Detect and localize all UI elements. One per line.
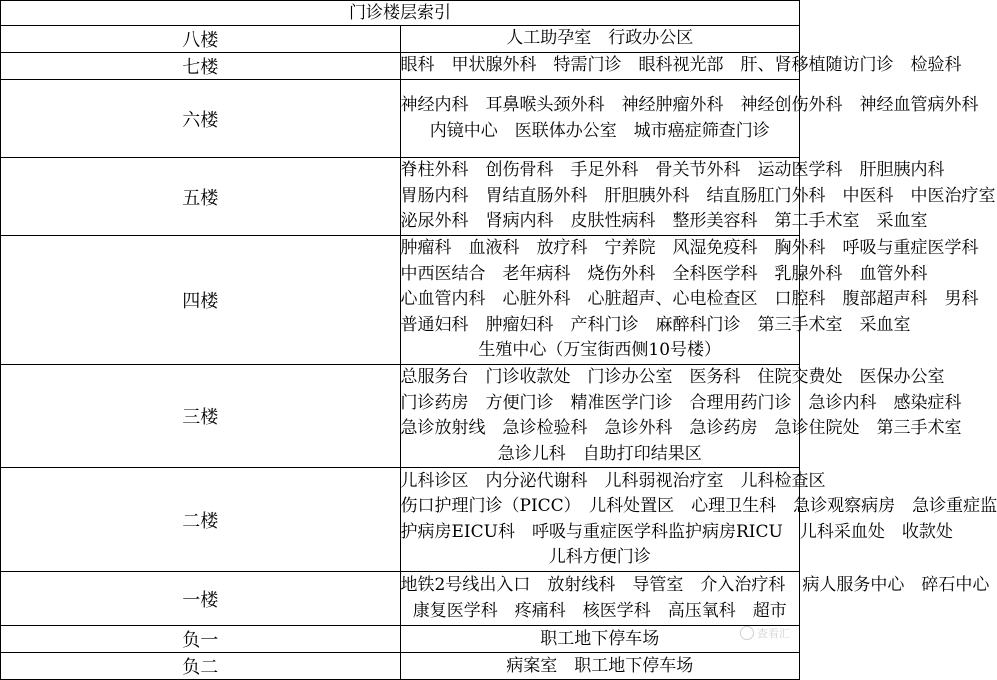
department-name: 护病房EICU科 — [400, 521, 515, 542]
department-name: 总服务台 — [400, 366, 469, 387]
department-name: 高压氧科 — [667, 600, 736, 621]
department-line — [400, 573, 990, 599]
floor-label: 四楼 — [1, 236, 401, 365]
department-name: 眼科 — [400, 55, 435, 76]
department-line — [401, 119, 800, 145]
department-name: 急诊儿科 — [497, 443, 566, 464]
floor-departments — [400, 572, 990, 626]
department-name: 手足外科 — [570, 160, 639, 181]
department-name: 第三手术室 — [757, 314, 843, 335]
department-name: 肿瘤妇科 — [485, 314, 554, 335]
department-name: 儿科弱视治疗室 — [604, 470, 724, 491]
department-name: 甲状腺外科 — [451, 55, 537, 76]
department-name: 急诊内科 — [808, 392, 877, 413]
department-name: 胸外科 — [774, 238, 826, 258]
floor-label: 负二 — [1, 653, 401, 680]
department-name: 检验科 — [910, 55, 962, 76]
table-title: 门诊楼层索引 — [1, 1, 800, 26]
department-name: 特需门诊 — [553, 55, 622, 76]
floor-row — [1, 53, 800, 80]
department-name: 采血室 — [859, 314, 911, 335]
department-name: 呼吸与重症医学科监护病房RICU — [531, 521, 783, 542]
department-name: 胃肠内科 — [400, 185, 469, 206]
department-name: 心血管内科 — [400, 289, 486, 310]
department-name: 病案室 — [506, 655, 558, 676]
department-name: 疼痛科 — [514, 600, 566, 621]
department-name: 心脏超声、心电检查区 — [587, 289, 758, 310]
department-line — [400, 313, 911, 339]
department-name: 泌尿外科 — [400, 211, 469, 232]
department-line — [400, 158, 945, 184]
department-name: 普通妇科 — [400, 314, 469, 335]
department-name: 医联体办公室 — [514, 120, 617, 141]
department-name: 急诊药房 — [689, 418, 758, 439]
department-line — [401, 338, 800, 364]
department-name: 呼吸与重症医学科 — [842, 238, 979, 258]
department-name: 急诊住院处 — [774, 418, 860, 439]
department-name: 急诊检验科 — [502, 418, 588, 439]
department-name: 合理用药门诊 — [689, 392, 792, 413]
department-line — [401, 545, 800, 571]
department-name: 人工助孕室 — [506, 28, 592, 49]
department-name: 超市 — [752, 600, 787, 621]
department-name: 血液科 — [468, 238, 520, 258]
department-name: 碎石中心 — [921, 575, 990, 596]
department-name: 地铁2号线出入口 — [400, 575, 531, 596]
department-name: 急诊外科 — [604, 418, 673, 439]
department-name: 肝胆胰外科 — [604, 185, 690, 206]
floor-departments — [400, 468, 997, 572]
department-name: 中医科 — [842, 185, 894, 206]
department-name: 儿科处置区 — [589, 496, 675, 517]
department-name: 肝胆胰内科 — [859, 160, 945, 181]
department-name: 神经内科 — [400, 94, 469, 115]
department-name: 神经创伤外科 — [740, 94, 843, 115]
department-line — [400, 416, 962, 442]
floor-directory-body — [1, 1, 997, 680]
department-name: 神经血管病外科 — [859, 94, 979, 115]
department-name: 医保办公室 — [859, 366, 945, 387]
department-line — [400, 236, 979, 262]
title-row — [1, 1, 800, 26]
floor-label: 八楼 — [1, 26, 401, 53]
department-name: 口腔科 — [774, 289, 826, 310]
floor-row — [1, 653, 800, 680]
department-name: 门诊药房 — [400, 392, 469, 413]
floor-row — [1, 572, 800, 626]
floor-departments — [400, 364, 962, 467]
department-name: 导管室 — [632, 575, 684, 596]
department-name: 结直肠肛门外科 — [706, 185, 826, 206]
department-name: 内镜中心 — [429, 120, 498, 141]
department-name: 骨关节外科 — [655, 160, 741, 181]
department-name: 自助打印结果区 — [582, 443, 702, 464]
department-line — [401, 442, 800, 468]
floor-departments — [400, 53, 962, 80]
department-line — [400, 520, 953, 546]
department-line — [400, 209, 928, 235]
department-name: 伤口护理门诊（PICC） — [400, 496, 573, 517]
department-name: 中西医结合 — [400, 263, 486, 284]
department-name: 运动医学科 — [757, 160, 843, 181]
department-line — [400, 53, 962, 79]
department-name: 烧伤外科 — [587, 263, 656, 284]
department-name: 血管外科 — [859, 263, 928, 284]
department-name: 耳鼻喉头颈外科 — [485, 94, 605, 115]
department-line — [400, 391, 962, 417]
department-name: 眼科视光部 — [638, 55, 724, 76]
department-name: 皮肤性病科 — [570, 211, 656, 232]
department-name: 病人服务中心 — [802, 575, 905, 596]
floor-row — [1, 468, 800, 572]
floor-row — [1, 158, 800, 236]
department-name: 儿科检查区 — [740, 470, 826, 491]
department-name: 腹部超声科 — [842, 289, 928, 310]
department-name: 采血室 — [876, 211, 928, 232]
department-name: 行政办公区 — [608, 28, 694, 49]
department-name: 方便门诊 — [485, 392, 554, 413]
floor-row — [1, 26, 800, 53]
department-name: 胃结直肠外科 — [485, 185, 588, 206]
department-line — [400, 93, 979, 119]
department-name: 产科门诊 — [570, 314, 639, 335]
department-name: 创伤骨科 — [485, 160, 554, 181]
department-line — [400, 469, 826, 495]
floor-label: 六楼 — [1, 80, 401, 158]
department-name: 放射线科 — [547, 575, 616, 596]
department-name: 职工地下停车场 — [540, 628, 660, 649]
department-name: 风湿免疫科 — [672, 238, 758, 258]
floor-row — [1, 80, 800, 158]
watermark-logo-icon — [740, 626, 754, 640]
department-name: 住院交费处 — [757, 366, 843, 387]
floor-label: 负一 — [1, 626, 401, 653]
department-name: 精准医学门诊 — [570, 392, 673, 413]
department-name: 急诊观察病房 — [793, 496, 896, 517]
department-line — [400, 184, 996, 210]
floor-departments — [400, 80, 979, 158]
department-name: 肾病内科 — [485, 211, 554, 232]
department-line — [400, 365, 945, 391]
department-name: 儿科方便门诊 — [548, 547, 651, 568]
floor-departments — [400, 236, 979, 365]
department-line — [400, 287, 979, 313]
department-name: 麻醉科门诊 — [655, 314, 741, 335]
department-name: 第三手术室 — [876, 418, 962, 439]
department-line — [401, 599, 800, 625]
floor-departments — [400, 158, 996, 236]
department-name: 老年病科 — [502, 263, 571, 284]
department-name: 急诊重症监 — [912, 496, 997, 517]
department-name: 男科 — [944, 289, 979, 310]
department-name: 儿科采血处 — [799, 521, 885, 542]
department-name: 收款处 — [901, 521, 953, 542]
floor-departments — [400, 26, 800, 53]
department-name: 康复医学科 — [412, 600, 498, 621]
department-name: 肝、肾移植随访门诊 — [740, 55, 894, 76]
floor-label: 七楼 — [1, 53, 401, 80]
department-name: 儿科诊区 — [400, 470, 469, 491]
department-name: 宁养院 — [604, 238, 656, 258]
department-name: 心理卫生科 — [691, 496, 777, 517]
department-name: 全科医学科 — [672, 263, 758, 284]
department-name: 脊柱外科 — [400, 160, 469, 181]
floor-label: 三楼 — [1, 364, 401, 467]
department-name: 急诊放射线 — [400, 418, 486, 439]
department-name: 神经肿瘤外科 — [621, 94, 724, 115]
department-line — [400, 494, 997, 520]
department-name: 感染症科 — [893, 392, 962, 413]
department-name: 城市癌症筛查门诊 — [633, 120, 770, 141]
floor-row — [1, 364, 800, 467]
department-name: 内分泌代谢科 — [485, 470, 588, 491]
floor-label: 五楼 — [1, 158, 401, 236]
department-name: 职工地下停车场 — [574, 655, 694, 676]
department-line — [401, 26, 800, 52]
department-name: 中医治疗室 — [910, 185, 996, 206]
floor-label: 一楼 — [1, 572, 401, 626]
department-name: 医务科 — [689, 366, 741, 387]
floor-row — [1, 236, 800, 365]
department-name: 心脏外科 — [502, 289, 571, 310]
department-name: 生殖中心（万宝街西侧10号楼） — [478, 340, 722, 361]
department-name: 放疗科 — [536, 238, 588, 258]
department-name: 第二手术室 — [774, 211, 860, 232]
department-name: 门诊办公室 — [587, 366, 673, 387]
department-name: 肿瘤科 — [400, 238, 452, 258]
floor-row — [1, 626, 800, 653]
watermark-text: 查看汇 — [757, 627, 790, 640]
department-name: 门诊收款处 — [485, 366, 571, 387]
floor-label: 二楼 — [1, 468, 401, 572]
department-line — [401, 654, 800, 680]
watermark — [740, 625, 790, 641]
department-name: 介入治疗科 — [700, 575, 786, 596]
department-name: 整形美容科 — [672, 211, 758, 232]
floor-departments — [400, 653, 800, 680]
department-name: 乳腺外科 — [774, 263, 843, 284]
department-name: 核医学科 — [582, 600, 651, 621]
department-line — [400, 262, 928, 288]
